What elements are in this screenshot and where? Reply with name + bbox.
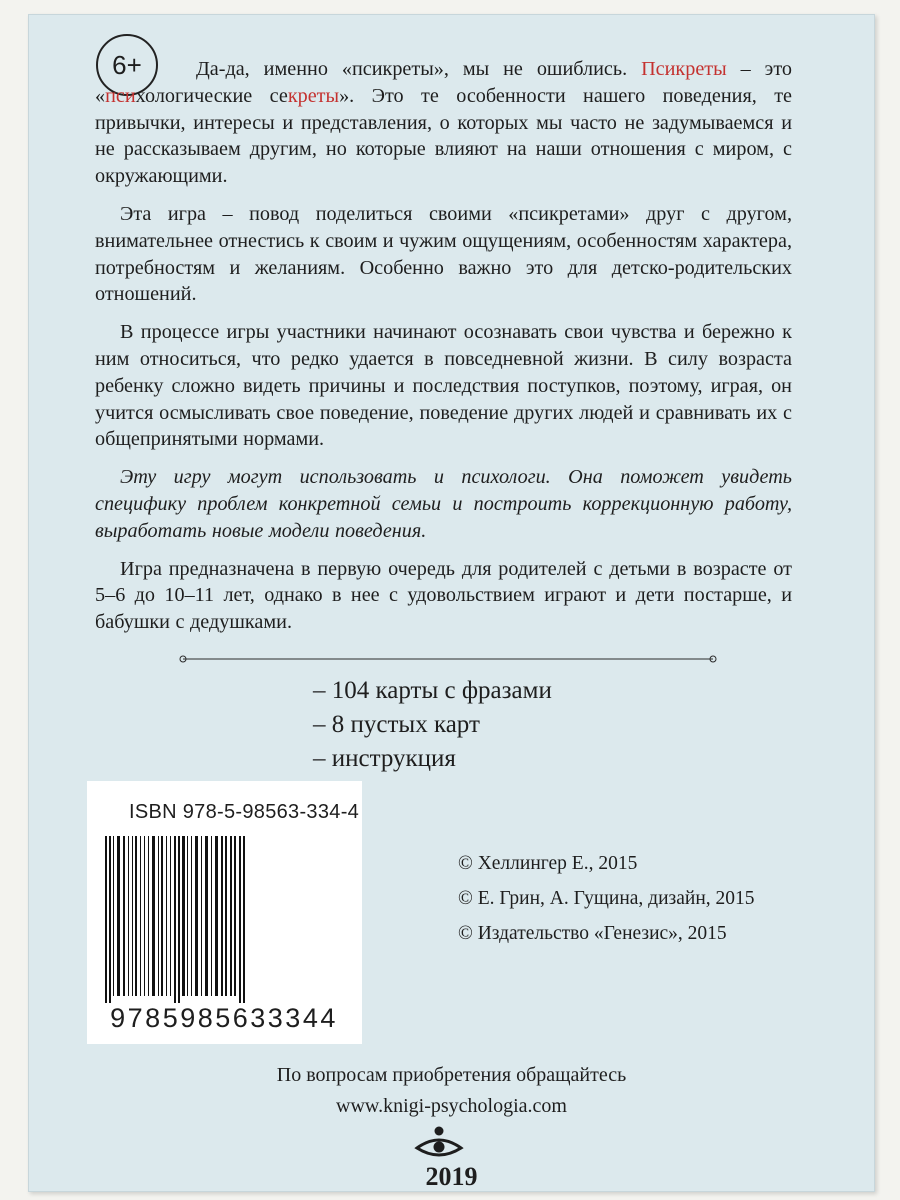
- isbn-number: ISBN 978-5-98563-334-4: [129, 801, 360, 823]
- barcode-bar: [225, 836, 227, 996]
- intro-dash: – это «: [95, 58, 792, 107]
- barcode-bar: [117, 836, 120, 996]
- barcode-bar: [243, 836, 245, 1006]
- barcode-bar: [191, 836, 192, 996]
- description-text: [95, 56, 792, 647]
- intro-lead: Да-да, именно «псикреты», мы не ошиблись.: [196, 58, 642, 80]
- paragraph-psychologists: Эту игру могут использовать и психологи. Она поможет увидеть специфику проблем конкретной семьи и построить коррекционную работу, выработать новые модели поведения.: [95, 466, 792, 542]
- barcode-bar: [205, 836, 208, 996]
- barcode-bar: [239, 836, 241, 1006]
- contents-item: – инструкция: [313, 745, 456, 772]
- copyright-line: © Издательство «Генезис», 2015: [458, 923, 727, 944]
- barcode-bars: [101, 836, 347, 1006]
- paragraph-audience: Игра предназначена в первую очередь для родителей с детьми в возрасте от 5–6 до 10–11 лет, однако в нее с удовольствием играют и дети постарше, и бабушки с дедушками.: [95, 557, 792, 634]
- barcode-bar: [148, 836, 149, 996]
- intro-rest: ». Это те особенности нашего поведения, те привычки, интересы и представления, о которых мы часто не задумываемся и не рассказываем другим, но которые влияют на наши отношения с миром, с окружающими.: [95, 84, 792, 188]
- package-contents-list: [313, 674, 552, 776]
- barcode-bar: [215, 836, 218, 996]
- barcode-bar: [113, 836, 114, 996]
- barcode-panel: [87, 781, 362, 1044]
- age-rating-badge: 6+: [96, 34, 158, 96]
- paragraph-game-purpose: Эта игра – повод поделиться своими «псикретами» друг с другом, внимательнее отнестись к своим и чужим ощущениям, особенностям характера, потребностям и желаниям. Особенно важно это для детско-родительских отношений.: [95, 202, 792, 306]
- paragraph-game-process: В процессе игры участники начинают осознавать свои чувства и бережно к ним относиться, что редко удается в повседневной жизни. В силу возраста ребенку сложно видеть причины и последствия поступков, поэтому, играя, он учится осмысливать свое поведение, поведение других людей и сравнивать их с общепринятыми нормами.: [95, 321, 792, 451]
- intro-paragraph: [95, 56, 792, 190]
- copyright-block: [458, 846, 755, 951]
- barcode-bar: [109, 836, 111, 1006]
- barcode-bar: [140, 836, 141, 996]
- publisher-url: www.knigi-psychologia.com: [336, 1095, 567, 1117]
- term-part-kret: креты: [287, 84, 340, 107]
- barcode-bar: [211, 836, 212, 996]
- copyright-line: © Хеллингер Е., 2015: [458, 853, 638, 874]
- term-highlight: Псикреты: [641, 58, 727, 80]
- barcode-bar: [158, 836, 159, 996]
- barcode-bar: [166, 836, 167, 996]
- barcode-bar: [221, 836, 223, 996]
- barcode-bar: [135, 836, 137, 996]
- purchase-line: По вопросам приобретения обращайтесь: [276, 1064, 627, 1086]
- barcode-bar: [174, 836, 176, 1006]
- contents-item: – 104 карты с фразами: [313, 677, 552, 704]
- barcode-digits: 9785985633344: [101, 1003, 347, 1034]
- publication-year: 2019: [425, 1162, 478, 1191]
- contents-item: – 8 пустых карт: [313, 711, 480, 738]
- barcode-bar: [187, 836, 188, 996]
- eye-logo-icon: [414, 1126, 464, 1160]
- barcode-bar: [230, 836, 232, 996]
- barcode-bar: [105, 836, 107, 1006]
- barcode-bar: [161, 836, 163, 996]
- purchase-info: [28, 1060, 875, 1122]
- ornamental-divider: [178, 654, 718, 664]
- barcode-bar: [132, 836, 133, 996]
- barcode-bar: [128, 836, 129, 996]
- barcode-bar: [178, 836, 180, 1006]
- term-part-psy: пси: [105, 84, 136, 107]
- barcode-bar: [152, 836, 155, 996]
- barcode-bar: [123, 836, 125, 996]
- copyright-line: © Е. Грин, А. Гущина, дизайн, 2015: [458, 888, 755, 909]
- term-part-middle: хологические се: [135, 84, 288, 107]
- barcode-bar: [195, 836, 198, 996]
- barcode-bar: [182, 836, 185, 996]
- barcode-bar: [201, 836, 202, 996]
- barcode-bar: [234, 836, 236, 996]
- barcode-bar: [144, 836, 145, 996]
- book-back-cover: [28, 14, 875, 1192]
- barcode-bar: [170, 836, 171, 996]
